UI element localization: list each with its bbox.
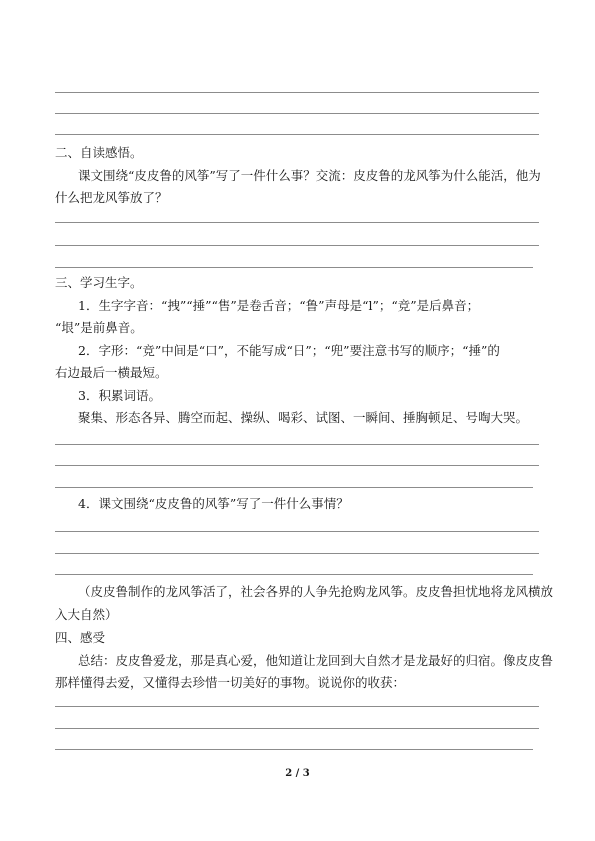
writing-line[interactable] — [55, 222, 539, 223]
section2-question-line2: 什么把龙风筝放了？ — [55, 190, 168, 205]
writing-line[interactable] — [55, 553, 539, 554]
writing-line[interactable] — [55, 531, 539, 532]
section2-question-line1: 课文围绕“皮皮鲁的风筝”写了一件什么事？交流：皮皮鲁的龙风筝为什么能活，他为 — [78, 168, 541, 183]
section2-heading: 二、自读感悟。 — [55, 145, 143, 160]
section3-item2-line1: 2．字形：“竞”中间是“口”，不能写成“日”；“兜”要注意书写的顺序；“捶”的 — [78, 343, 500, 358]
section3-answer-line2: 入大自然） — [55, 607, 118, 622]
writing-line[interactable] — [55, 113, 539, 114]
section3-item1-line1: 1．生字字音：“拽”“捶”“售”是卷舌音；“鲁”声母是“l”；“竞”是后鼻音； — [78, 298, 480, 313]
writing-line[interactable] — [55, 444, 539, 445]
writing-line[interactable] — [55, 749, 533, 750]
writing-line[interactable] — [55, 487, 533, 488]
page-number: 2 / 3 — [285, 768, 310, 779]
section4-summary-line1: 总结：皮皮鲁爱龙，那是真心爱，他知道让龙回到大自然才是龙最好的归宿。像皮皮鲁 — [78, 653, 554, 668]
writing-line[interactable] — [55, 706, 539, 707]
section3-item4-question: 4．课文围绕“皮皮鲁的风筝”写了一件什么事情？ — [78, 496, 349, 511]
section3-answer-line1: （皮皮鲁制作的龙风筝活了，社会各界的人争先抢购龙风筝。皮皮鲁担忧地将龙风横放 — [78, 584, 554, 599]
writing-line[interactable] — [55, 92, 539, 93]
writing-line[interactable] — [55, 134, 539, 135]
section3-item1-line2: “垠”是前鼻音。 — [55, 320, 143, 335]
section3-heading: 三、学习生字。 — [55, 275, 143, 290]
section3-item2-line2: 右边最后一横最短。 — [55, 365, 168, 380]
section4-heading: 四、感受 — [55, 630, 106, 645]
writing-line[interactable] — [55, 574, 533, 575]
section3-item3-words: 聚集、形态各异、腾空而起、操纵、喝彩、试图、一瞬间、捶胸顿足、号啕大哭。 — [78, 410, 529, 425]
writing-line[interactable] — [55, 465, 539, 466]
writing-line[interactable] — [55, 245, 539, 246]
writing-line[interactable] — [55, 728, 539, 729]
section3-item3-label: 3．积累词语。 — [78, 388, 161, 403]
writing-line[interactable] — [55, 267, 533, 268]
section4-summary-line2: 那样懂得去爱，又懂得去珍惜一切美好的事物。说说你的收获： — [55, 675, 406, 690]
